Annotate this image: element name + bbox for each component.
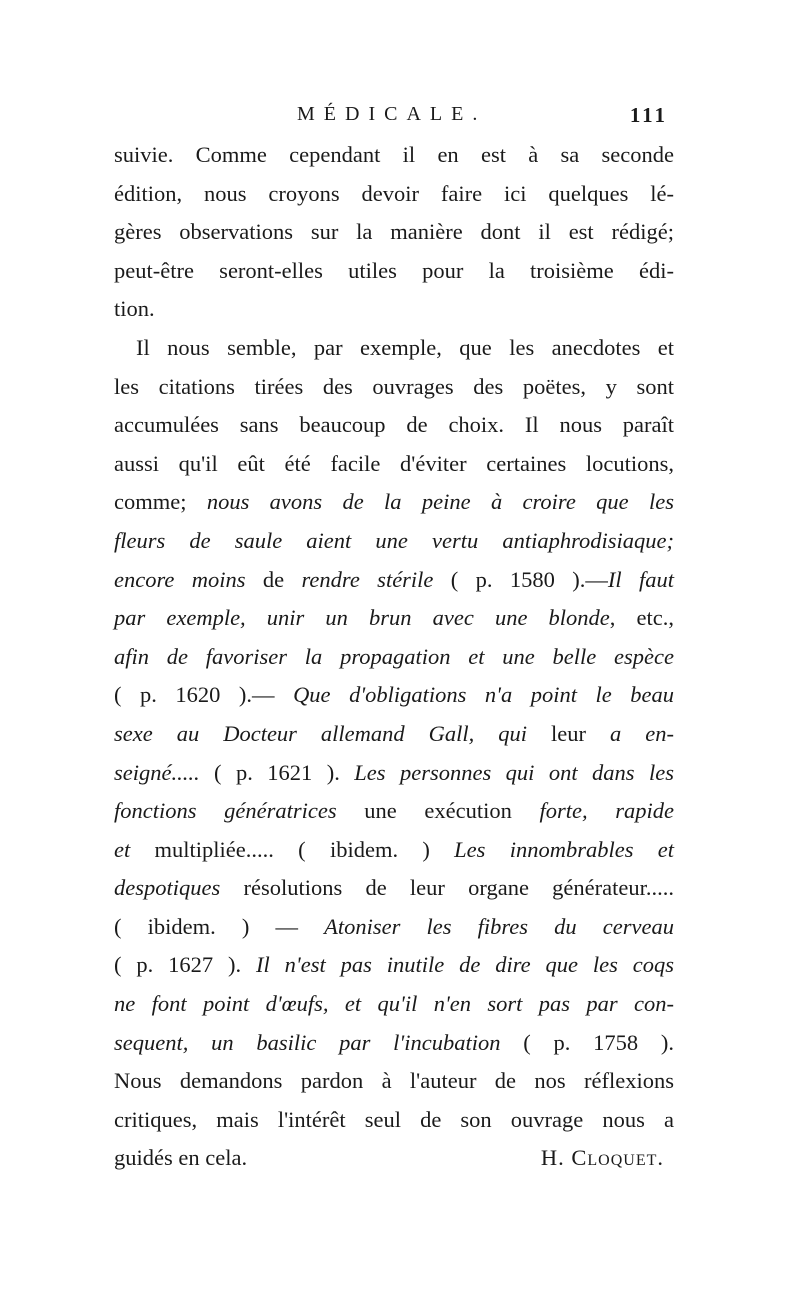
text-line [114, 406, 674, 445]
text-segment: ( ibidem. ) — [114, 913, 325, 939]
text-line [114, 445, 674, 484]
italic-segment: forte, rapide [539, 798, 674, 824]
text-segment: , etc., [609, 605, 674, 631]
text-line [114, 946, 674, 985]
italic-segment: seigné..... [114, 759, 200, 785]
text-line [114, 599, 674, 638]
text-segment: tion. [114, 296, 155, 322]
text-segment: leur [527, 720, 611, 746]
italic-segment: Que d'obligations n'a point le beau [293, 682, 674, 708]
author-signature: H. Cloquet. [540, 1145, 664, 1171]
text-line [114, 1062, 674, 1101]
text-line [114, 561, 674, 600]
italic-segment: nous avons de la peine à croire que les [206, 489, 674, 515]
text-line [114, 252, 674, 291]
italic-segment: Les personnes qui ont dans les [354, 759, 674, 785]
text-segment: ( p. 1627 ). [114, 952, 257, 978]
italic-segment: rendre stérile [301, 566, 434, 592]
text-segment: accumulées sans beaucoup de choix. Il nous paraît [114, 412, 674, 438]
italic-segment: sequent, un basilic par l'incubation [114, 1029, 501, 1055]
text-line [114, 831, 674, 870]
italic-segment: despotiques [114, 875, 221, 901]
text-segment: aussi qu'il eût été facile d'éviter certaines locutions, [114, 450, 674, 476]
closing-line [114, 1139, 674, 1178]
text-line [114, 638, 674, 677]
text-segment: peut-être seront-elles utiles pour la troisième édi- [114, 257, 674, 283]
text-line [114, 985, 674, 1024]
text-segment: Nous demandons pardon à l'auteur de nos réflexions [114, 1068, 674, 1094]
italic-segment: encore moins [114, 566, 246, 592]
text-segment: multipliée..... ( ibidem. ) [130, 836, 455, 862]
text-segment: édition, nous croyons devoir faire ici quelques lé- [114, 180, 674, 206]
text-line [114, 290, 674, 329]
text-line [114, 754, 674, 793]
closing-text: guidés en cela. [114, 1145, 248, 1171]
text-line [114, 368, 674, 407]
text-line [114, 175, 674, 214]
text-segment: les citations tirées des ouvrages des poëtes, y sont [114, 373, 674, 399]
italic-segment: par exemple, unir un brun avec une blonde [114, 605, 610, 631]
text-segment: critiques, mais l'intérêt seul de son ouvrage nous a [114, 1106, 674, 1132]
text-segment: gères observations sur la manière dont il est rédigé; [114, 219, 674, 245]
text-line [114, 676, 674, 715]
text-segment: Il nous semble, par exemple, que les anecdotes et [136, 334, 674, 360]
text-line [114, 329, 674, 368]
italic-segment: Les innombrables et [454, 836, 674, 862]
text-line [114, 522, 674, 561]
page-number: 111 [629, 103, 668, 127]
text-segment: ( p. 1758 ). [500, 1029, 674, 1055]
text-line [114, 213, 674, 252]
text-segment: suivie. Comme cependant il en est à sa seconde [114, 142, 674, 167]
running-head: MÉDICALE. [297, 103, 487, 125]
text-segment: une exécution [336, 798, 540, 824]
body-text [114, 136, 674, 1178]
text-line [114, 792, 674, 831]
text-line [114, 908, 674, 947]
text-line [114, 715, 674, 754]
text-line [114, 136, 674, 175]
italic-segment: Atoniser les fibres du cerveau [324, 913, 674, 939]
text-line [114, 869, 674, 908]
text-segment: ( p. 1580 ).— [433, 566, 608, 592]
italic-segment: a en- [610, 720, 675, 746]
text-line [114, 1101, 674, 1140]
italic-segment: Il faut [607, 566, 674, 592]
text-segment: résolutions de leur organe générateur..... [220, 875, 674, 901]
page-header [112, 103, 684, 133]
text-segment: comme; [114, 489, 207, 515]
italic-segment: afin de favoriser la propagation et une belle espèce [114, 643, 674, 669]
italic-segment: ne font point d'œufs, et qu'il n'en sort pas par con- [114, 991, 674, 1017]
text-line [114, 1024, 674, 1063]
text-segment: ( p. 1620 ).— [114, 682, 294, 708]
italic-segment: Il n'est pas inutile de dire que les coqs [256, 952, 674, 978]
italic-segment: fonctions génératrices [114, 798, 337, 824]
text-segment: ( p. 1621 ). [199, 759, 355, 785]
text-line [114, 483, 674, 522]
text-segment: de [245, 566, 302, 592]
italic-segment: fleurs de saule aient une vertu antiaphrodisiaque; [114, 527, 674, 553]
italic-segment: et [114, 836, 131, 862]
italic-segment: sexe au Docteur allemand Gall, qui [114, 720, 528, 746]
